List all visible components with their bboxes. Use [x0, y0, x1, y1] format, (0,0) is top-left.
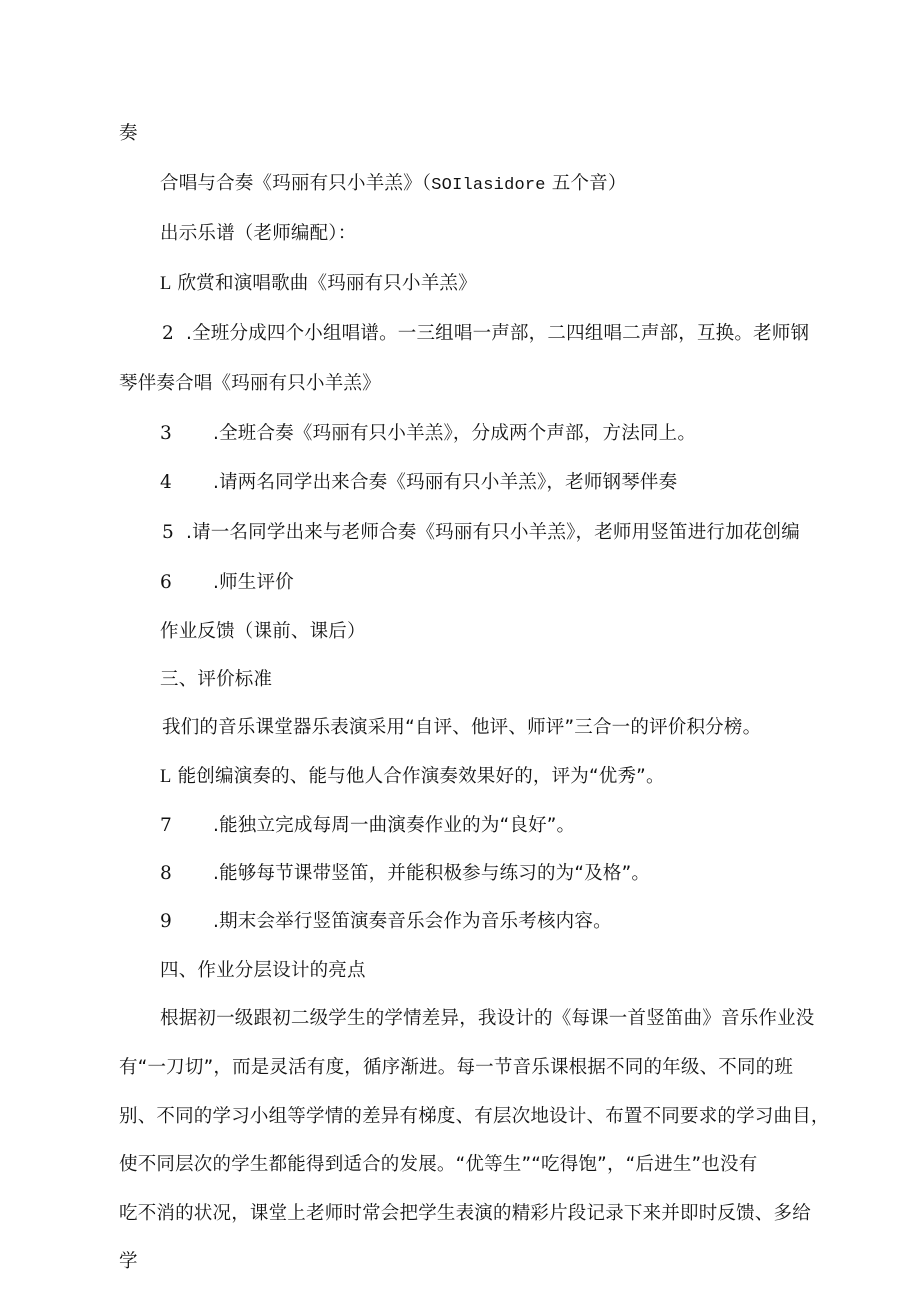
text-line: 琴伴奏合唱《玛丽有只小羊羔》	[119, 373, 381, 394]
paragraph-line: 使不同层次的学生都能得到适合的发展。“优等生”“吃得饱”，“后进生”也没有	[119, 1154, 758, 1175]
list-item-text: .全班分成四个小组唱谱。一三组唱一声部，二四组唱二声部，互换。老师钢	[186, 323, 810, 344]
list-marker: L	[160, 767, 172, 787]
list-item-text: .能够每节课带竖笛，并能积极参与练习的为“及格”。	[213, 863, 651, 884]
paragraph-line: 吃不消的状况，课堂上老师时常会把学生表演的精彩片段记录下来并即时反馈、多给	[119, 1203, 811, 1224]
list-item	[160, 765, 665, 789]
paragraph-line: 别、不同的学习小组等学情的差异有梯度、有层次地设计、布置不同要求的学习曲目，	[119, 1106, 830, 1127]
text-line	[160, 172, 627, 198]
list-item-text: .请一名同学出来与老师合奏《玛丽有只小羊羔》，老师用竖笛进行加花创编	[186, 522, 800, 543]
list-item	[160, 272, 477, 296]
list-number: 7	[160, 815, 172, 836]
text-line: 作业反馈（课前、课后）	[160, 621, 366, 642]
list-item-text: .期末会举行竖笛演奏音乐会作为音乐考核内容。	[213, 911, 612, 932]
list-number: 5	[162, 522, 174, 543]
list-item-text: .全班合奏《玛丽有只小羊羔》，分成两个声部，方法同上。	[213, 423, 697, 444]
paragraph-line: 有“一刀切”，而是灵活有度，循序渐进。每一节音乐课根据不同的年级、不同的班	[119, 1057, 794, 1078]
list-number: 9	[160, 911, 172, 932]
text-segment: 合唱与合奏《玛丽有只小羊羔》（	[160, 173, 432, 194]
text-line: 我们的音乐课堂器乐表演采用“自评、他评、师评”三合一的评价积分榜。	[162, 717, 762, 738]
text-segment: 能创编演奏的、能与他人合作演奏效果好的，评为“优秀”。	[171, 766, 665, 787]
list-number: 4	[160, 472, 172, 493]
text-segment: 欣赏和演唱歌曲《玛丽有只小羊羔》	[171, 273, 477, 294]
list-number: 6	[160, 572, 172, 593]
paragraph-line: 学	[119, 1251, 138, 1272]
paragraph-line: 根据初一级跟初二级学生的学情差异，我设计的《每课一首竖笛曲》音乐作业没	[160, 1008, 815, 1029]
list-number: 3	[160, 423, 172, 444]
section-heading: 三、评价标准	[160, 669, 273, 690]
note-names: SOIlasidore	[431, 176, 546, 195]
list-number: 8	[160, 863, 172, 884]
list-item-text: .请两名同学出来合奏《玛丽有只小羊羔》，老师钢琴伴奏	[213, 472, 678, 493]
section-heading: 四、作业分层设计的亮点	[160, 960, 366, 981]
list-item-text: .能独立完成每周一曲演奏作业的为“良好”。	[213, 815, 576, 836]
text-line: 奏	[119, 123, 138, 144]
list-marker: L	[160, 274, 172, 294]
list-item-text: .师生评价	[213, 572, 294, 593]
text-line: 出示乐谱（老师编配）：	[160, 223, 357, 244]
text-segment: 五个音）	[545, 173, 627, 194]
list-number: 2	[162, 323, 174, 344]
